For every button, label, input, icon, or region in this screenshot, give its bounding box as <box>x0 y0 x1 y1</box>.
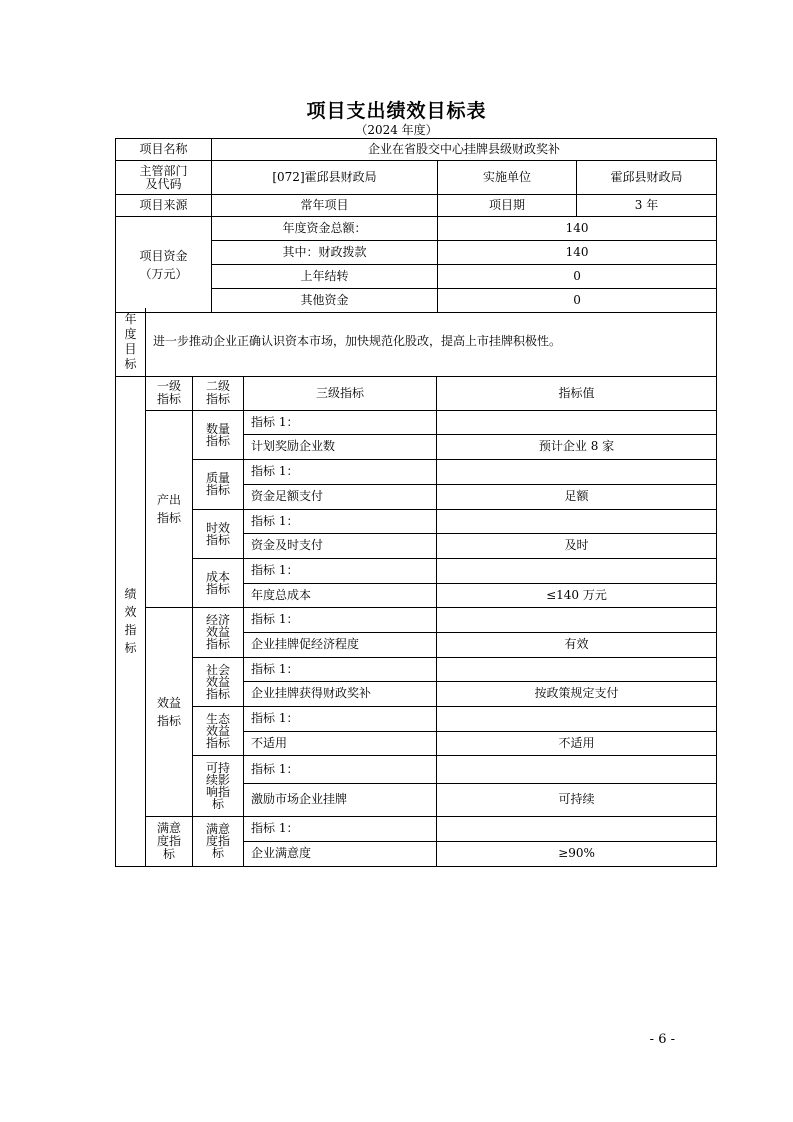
satisfaction-indicator-label <box>146 816 193 866</box>
indicator-item: 资金及时支付 <box>244 533 437 558</box>
indicator-placeholder-value <box>437 410 717 434</box>
period-label: 项目期 <box>438 195 577 217</box>
header-level2 <box>193 376 244 410</box>
indicator-item: 企业满意度 <box>244 841 437 866</box>
indicator-item: 企业挂牌促经济程度 <box>244 632 437 657</box>
label-line: 效益 <box>205 625 230 639</box>
label-line: 指标 <box>156 510 181 525</box>
indicator-placeholder: 指标 1： <box>244 410 437 434</box>
timeliness-indicator-label <box>193 509 244 558</box>
cost-indicator-label <box>193 558 244 607</box>
label-line: 满意 <box>205 822 230 836</box>
label-line: 产出 <box>156 492 181 507</box>
char: 目 <box>124 341 137 356</box>
funds-label-line: （万元） <box>139 266 188 281</box>
fund-row-label: 上年结转 <box>212 265 438 289</box>
project-name-label: 项目名称 <box>116 139 212 161</box>
performance-table <box>115 308 717 867</box>
label-line: 指标 <box>156 713 181 728</box>
fund-row-value: 0 <box>438 265 717 289</box>
char: 标 <box>124 641 137 655</box>
quantity-indicator-label <box>193 410 244 459</box>
char: 绩 <box>124 587 137 601</box>
annual-goal-text: 进一步推动企业正确认识资本市场，加快规范化股改，提高上市挂牌积极性。 <box>146 308 717 376</box>
header-level3: 三级指标 <box>244 376 437 410</box>
label-line: 度指 <box>205 834 230 848</box>
indicator-placeholder-value <box>437 816 717 841</box>
indicator-value: 可持续 <box>437 783 717 816</box>
label-line: 满意 <box>156 820 181 835</box>
dept-label-line: 主管部门 <box>139 163 188 178</box>
fund-row-value: 140 <box>438 217 717 241</box>
header-line: 指标 <box>156 392 181 406</box>
indicator-placeholder-value <box>437 459 717 484</box>
project-name-value: 企业在省股交中心挂牌县级财政奖补 <box>212 139 717 161</box>
label-line: 指标 <box>205 686 230 701</box>
indicator-item: 不适用 <box>244 731 437 755</box>
label-line: 标 <box>211 846 224 860</box>
quality-indicator-label <box>193 459 244 509</box>
fund-row-value: 0 <box>438 289 717 313</box>
page-number: - 6 - <box>649 1032 675 1047</box>
label-line: 标 <box>211 796 224 811</box>
label-line: 指标 <box>205 483 230 497</box>
label-line: 效益 <box>205 723 230 738</box>
indicator-item: 年度总成本 <box>244 583 437 607</box>
label-line: 成本 <box>205 569 230 584</box>
indicator-value: ≤140 万元 <box>437 583 717 607</box>
indicator-placeholder-value <box>437 706 717 731</box>
dept-label-line: 及代码 <box>145 176 182 191</box>
impl-unit-label: 实施单位 <box>438 161 577 195</box>
funds-label-line: 项目资金 <box>139 248 188 263</box>
indicator-value: 按政策规定支付 <box>437 681 717 706</box>
indicator-placeholder: 指标 1： <box>244 816 437 841</box>
dept-label <box>116 161 212 195</box>
indicator-placeholder-value <box>437 558 717 583</box>
eco-benefit-label <box>193 706 244 755</box>
indicator-value: 预计企业 8 家 <box>437 434 717 459</box>
char: 度 <box>124 326 137 341</box>
economic-benefit-label <box>193 607 244 657</box>
indicator-placeholder: 指标 1： <box>244 657 437 681</box>
label-line: 指标 <box>205 637 230 651</box>
char: 指 <box>124 623 137 637</box>
label-line: 指标 <box>205 532 230 547</box>
fund-row-label: 其他资金 <box>212 289 438 313</box>
indicator-placeholder-value <box>437 607 717 632</box>
label-line: 生态 <box>205 711 230 726</box>
indicator-item: 计划奖励企业数 <box>244 434 437 459</box>
indicator-placeholder: 指标 1： <box>244 459 437 484</box>
label-line: 指标 <box>205 581 230 596</box>
char: 年 <box>124 311 137 326</box>
label-line: 可持 <box>205 760 230 775</box>
fund-row-label: 其中：财政拨款 <box>212 241 438 265</box>
fund-row-value: 140 <box>438 241 717 265</box>
char: 效 <box>124 605 137 619</box>
fund-row-label: 年度资金总额： <box>212 217 438 241</box>
indicator-value: 及时 <box>437 533 717 558</box>
indicator-placeholder: 指标 1： <box>244 509 437 533</box>
satisfaction-level2-label <box>193 816 244 866</box>
indicator-placeholder-value <box>437 657 717 681</box>
label-line: 经济 <box>205 613 230 627</box>
label-line: 指标 <box>205 735 230 750</box>
output-indicator-label <box>146 410 193 607</box>
indicator-item: 激励市场企业挂牌 <box>244 783 437 816</box>
label-line: 时效 <box>205 520 230 535</box>
sustainable-impact-label <box>193 755 244 816</box>
page-title: 项目支出绩效目标表 <box>306 100 487 122</box>
year-note: （2024 年度） <box>355 123 438 137</box>
indicator-value: ≥90% <box>437 841 717 866</box>
char: 标 <box>124 356 137 371</box>
dept-value: [072]霍邱县财政局 <box>212 161 438 195</box>
header-level1 <box>146 376 193 410</box>
label-line: 度指 <box>156 833 181 848</box>
label-line: 标 <box>162 846 175 861</box>
header-line: 一级 <box>156 379 181 393</box>
indicator-placeholder: 指标 1： <box>244 755 437 783</box>
indicator-placeholder: 指标 1： <box>244 607 437 632</box>
indicator-placeholder: 指标 1： <box>244 706 437 731</box>
label-line: 效益 <box>156 695 181 710</box>
impl-unit-value: 霍邱县财政局 <box>577 161 717 195</box>
header-line: 二级 <box>205 379 230 393</box>
indicator-placeholder-value <box>437 755 717 783</box>
label-line: 质量 <box>205 471 230 485</box>
indicator-placeholder-value <box>437 509 717 533</box>
label-line: 效益 <box>205 674 230 689</box>
source-label: 项目来源 <box>116 195 212 217</box>
annual-goal-label <box>116 308 146 376</box>
indicator-value: 足额 <box>437 484 717 509</box>
period-value: 3 年 <box>577 195 717 217</box>
indicator-value: 不适用 <box>437 731 717 755</box>
indicator-item: 资金足额支付 <box>244 484 437 509</box>
funds-label <box>116 217 212 313</box>
label-line: 数量 <box>205 421 230 436</box>
indicator-value: 有效 <box>437 632 717 657</box>
perf-indicator-label <box>116 376 146 866</box>
label-line: 社会 <box>205 662 230 677</box>
social-benefit-label <box>193 657 244 706</box>
indicator-item: 企业挂牌获得财政奖补 <box>244 681 437 706</box>
label-line: 续影 <box>205 772 230 787</box>
project-info-table <box>115 138 717 313</box>
benefit-indicator-label <box>146 607 193 816</box>
header-value: 指标值 <box>437 376 717 410</box>
label-line: 响指 <box>205 784 230 799</box>
source-value: 常年项目 <box>212 195 438 217</box>
label-line: 指标 <box>205 433 230 448</box>
header-line: 指标 <box>205 392 230 406</box>
indicator-placeholder: 指标 1： <box>244 558 437 583</box>
